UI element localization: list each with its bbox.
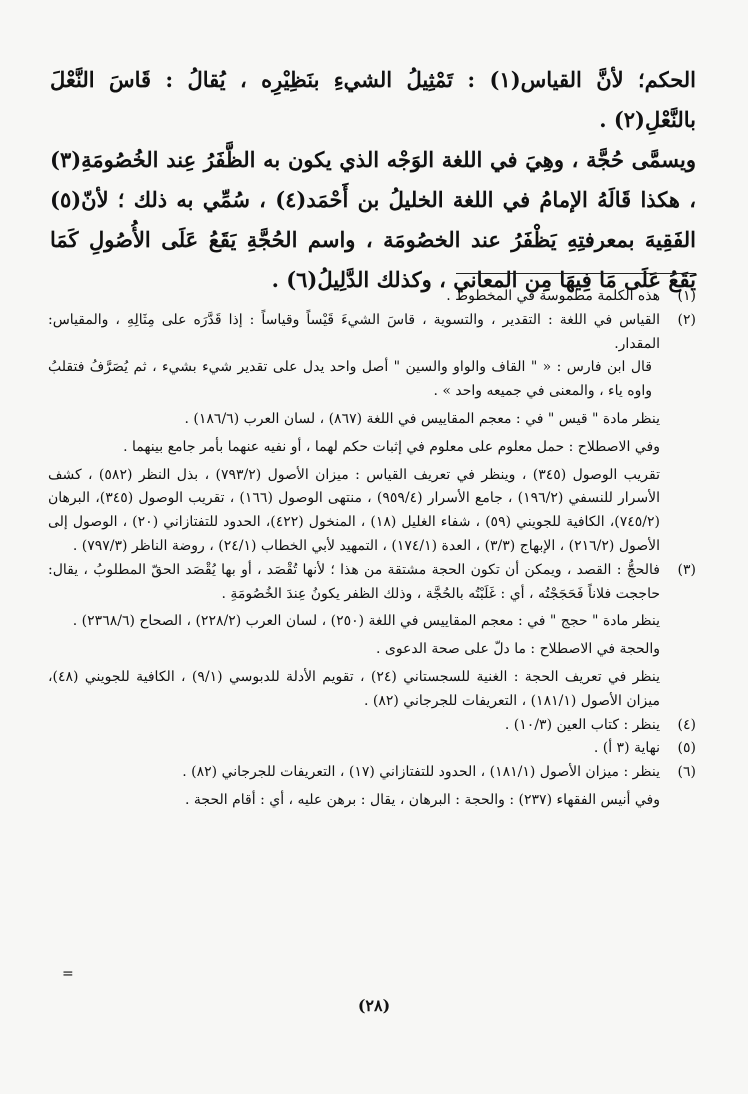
footnote-1 (48, 285, 696, 309)
footnote-text: والحجة في الاصطلاح : ما دلّ على صحة الدعوى . (375, 641, 660, 658)
footnote-text: ينظر في تعريف الحجة : الغنية للسجستاني (٢٤) ، تقويم الأدلة للدبوسي (٩/١) ، الكافية للجويني (٤٨)، ميزان الأصول (١٨١/١) ، التعريفات للجرجاني (٨٢) . (48, 668, 661, 709)
footnotes (48, 285, 696, 813)
footnote-text: القياس في اللغة : التقدير ، والتسوية ، قاسَ الشيءَ قَيْساً وقياساً : إذا قَدَّرَه على مِثَالِهِ ، والمقياس: المقدار. (48, 311, 660, 352)
footnote-number: (٢) (677, 311, 696, 328)
footnote-5 (48, 737, 696, 761)
footnote-text: ينظر : ميزان الأصول (١٨١/١) ، الحدود للتفتازاني (١٧) ، التعريفات للجرجاني (٨٢) . (182, 764, 660, 781)
footnote-number: (٦) (677, 764, 696, 781)
footnote-number: (٥) (677, 740, 696, 757)
footnote-text: ينظر مادة " قيس " في : معجم المقاييس في اللغة (٨٦٧) ، لسان العرب (١٨٦/٦) . (184, 410, 660, 427)
footnote-text: نهاية (٣ أ) . (593, 740, 660, 757)
footnote-separator (456, 273, 696, 274)
footnote-text: وفي أنيس الفقهاء (٢٣٧) : والحجة : البرهان ، يقال : برهن عليه ، أي : أقام الحجة . (185, 791, 660, 808)
footnote-text: ينظر مادة " حجج " في : معجم المقاييس في اللغة (٢٥٠) ، لسان العرب (٢٢٨/٢) ، الصحاح (٢٣٦٨/٦) . (72, 613, 660, 630)
footnote-number: (٣) (677, 561, 696, 578)
footnote-2 (48, 309, 696, 559)
footnote-6 (48, 761, 696, 813)
footnote-text: قال ابن فارس : « " القاف والواو والسين " أصل واحد يدل على تقدير شيء بشيء ، ثم يُصَرَّفُ فتقلبُ واوه ياء ، والمعنى في جميعه واحد » . (48, 359, 652, 400)
footnote-3 (48, 559, 696, 714)
footnote-number: (٤) (677, 716, 696, 733)
footnote-number: (١) (677, 288, 696, 304)
footnote-text: تقريب الوصول (٣٤٥) ، وينظر في تعريف القياس : ميزان الأصول (٧٩٣/٢) ، بذل النظر (٥٨٢) ، كشف الأسرار للنسفي (١٩٦/٢) ، جامع الأسرار (٩٥٩/٤) ، منتهى الوصول (١٦٦) ، تقريب الوصول (٣٤٥)، البرهان (٧٤٥/٢)، الكافية للجويني (٥٩) ، شفاء الغليل (١٨) ، المنخول (٤٢٢)، الحدود للتفتازاني (٢٠) ، الوصول إلى الأصول (٢١٦/٢) ، الإبهاج (٣/٣) ، العدة (١٧٤/١) ، التمهيد لأبي الخطاب (٢٤/١) ، روضة الناظر (٧٩٧/٣) . (48, 466, 661, 554)
footnote-text: ينظر : كتاب العين (١٠/٣) . (504, 716, 660, 733)
footnote-text: وفي الاصطلاح : حمل معلوم على معلوم في إثبات حكم لهما ، أو نفيه عنهما بأمر جامع بينهما . (123, 438, 660, 455)
continuation-mark: = (62, 966, 74, 982)
page-number: (٢٨) (357, 996, 391, 1015)
footnote-4 (48, 714, 696, 738)
main-text (50, 60, 696, 300)
footnote-text: هذه الكلمة مطموسة في المخطوط . (446, 288, 660, 304)
main-paragraph-1: الحكم؛ لأنَّ القياس(١) : تَمْثِيلُ الشيءِ بنَظِيْرِه ، يُقالُ : قَاسَ النَّعْلَ بالنَّعْلِ(٢) . (50, 67, 696, 132)
footnote-text: فالحجُّ : القصد ، ويمكن أن تكون الحجة مشتقة من هذا ؛ لأنها تُقْصَد ، أو بها يُقْصَد الحقّ المطلوبُ ، يقال: حاججت فلاناً فَحَجَجْتُه ، أي : غَلَبْتُه بالحُجَّة ، وذلك الظفر يكونُ عِندَ الخُصُومَةِ . (48, 561, 660, 602)
main-paragraph-2: ويسمَّى حُجَّة ، وهِيَ في اللغة الوَجْه الذي يكون به الظَّفَرُ عِند الخُصُومَةِ(٣) ، هكذا قَالَهُ الإمامُ في اللغة الخليلُ بن أَحْمَد(٤) ، سُمِّي به ذلك ؛ لأنّ(٥) الفَقِيهَ بمعرفتِهِ يَظْفَرُ عند الخصُومَة ، واسم الحُجَّةِ يَقَعُ عَلَى الأُصُولِ كَمَا يَقَعُ عَلَى مَا فِيهَا مِن المعاني ، وكذلك الدَّلِيلُ(٦) . (50, 147, 696, 292)
